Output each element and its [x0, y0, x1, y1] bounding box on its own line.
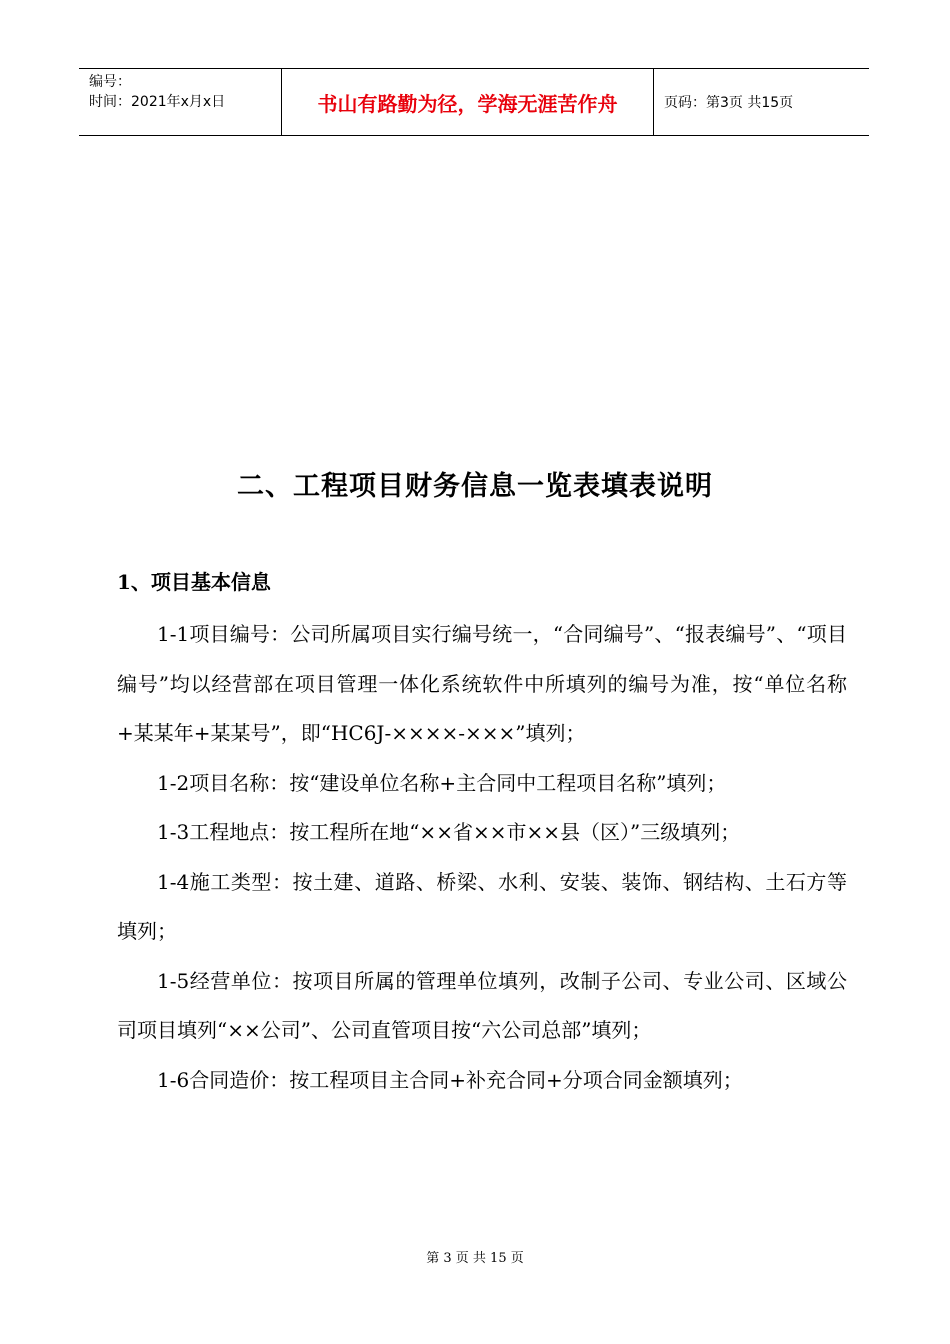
motto-text: 书山有路勤为径，学海无涯苦作舟 — [317, 91, 618, 116]
section-heading: 1、项目基本信息 — [117, 570, 271, 594]
document-title: 二、工程项目财务信息一览表填表说明 — [237, 471, 713, 502]
page-footer: 第 3 页 共 15 页 — [426, 1251, 524, 1266]
header-meta — [79, 69, 281, 135]
document-number-label: 编号： — [89, 74, 131, 90]
paragraph-operating-unit: 1-5经营单位：按项目所属的管理单位填列，改制子公司、专业公司、区域公司项目填列“××公司”、公司直管项目按“六公司总部”填列； — [117, 968, 847, 1042]
paragraph-contract-price: 1-6合同造价：按工程项目主合同+补充合同+分项合同金额填列； — [157, 1067, 743, 1092]
paragraph-project-number: 1-1项目编号：公司所属项目实行编号统一，“合同编号”、“报表编号”、“项目编号”均以经营部在项目管理一体化系统软件中所填列的编号为准，按“单位名称+某某年+某某号”，即“HC6J-××××-×××”填列； — [117, 622, 847, 745]
paragraph-project-name: 1-2项目名称：按“建设单位名称+主合同中工程项目名称”填列； — [157, 770, 727, 795]
page-header — [79, 68, 869, 136]
header-motto — [281, 69, 654, 135]
page-info-text: 页码：第3页 共15页 — [664, 95, 794, 111]
header-page-info — [654, 69, 869, 135]
document-date: 时间：2021年x月x日 — [89, 94, 226, 110]
paragraph-project-location: 1-3工程地点：按工程所在地“××省××市××县（区）”三级填列； — [157, 820, 741, 844]
paragraph-construction-type: 1-4施工类型：按土建、道路、桥梁、水利、安装、装饰、钢结构、土石方等填列； — [117, 869, 847, 943]
section-body — [117, 610, 847, 1105]
